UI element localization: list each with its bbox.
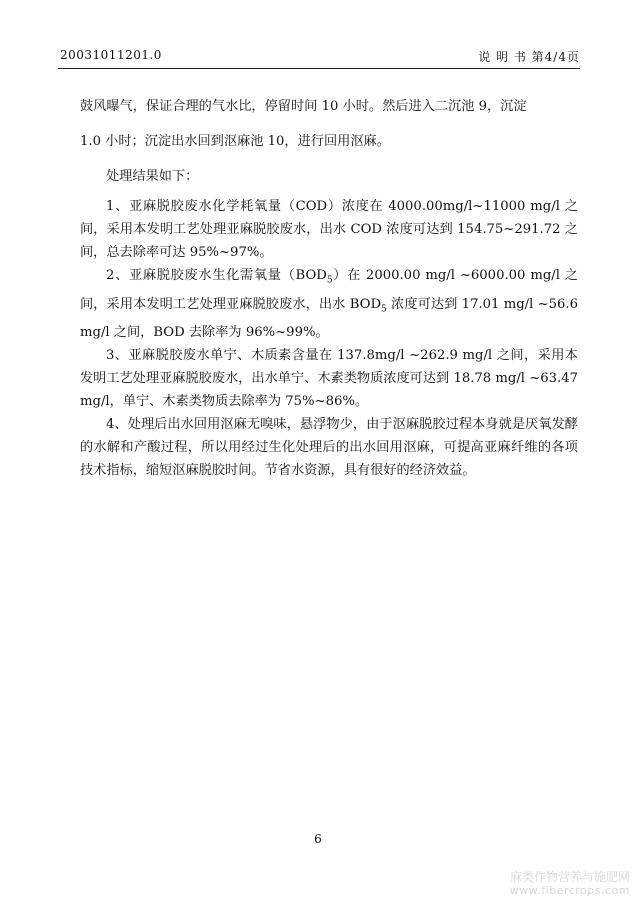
page-label: 第4/4页 [531,50,580,64]
header-right [478,48,580,65]
result-item-1: 1、亚麻脱胶废水化学耗氧量（COD）浓度在 4000.00mg/l~11000 mg/l 之间，采用本发明工艺处理亚麻脱胶废水，出水 COD 浓度可达到 154.75~291.72 之间，总去除率可达 95%~97%。 [80,199,578,260]
watermark [510,870,630,898]
document-number: 20031011201.0 [60,48,162,62]
watermark-title: 麻类作物营养与施肥网 [509,870,630,884]
result-item-2: 2、亚麻脱胶废水生化需氧量$(BOD_5)$在 2000.00 mg/l ~6000.00 mg/l 之间，采用本发明工艺处理亚麻脱胶废水，出水 $BOD_5$ 浓度可达到 17.01 mg/l ~56.6 mg/l 之间，BOD 去除率为 96%~99%。 [80,268,578,341]
header-divider [58,68,580,69]
body-line-2: 1.0 小时；沉淀出水回到沤麻池 10，进行回用沤麻。 [80,134,390,149]
body-line-1: 鼓风曝气，保证合理的气水比，停留时间 10 小时。然后进入二沉池 9，沉淀 [80,99,527,114]
result-item-3: 3、亚麻脱胶废水单宁、木质素含量在 137.8mg/l ~262.9 mg/l 之间，采用本发明工艺处理亚麻脱胶废水，出水单宁、木素类物质浓度可达到 18.78 mg/l ~63.47 mg/l，单宁、木素类物质去除率为 75%~86%。 [80,348,578,410]
result-item-4: 4、处理后出水回用沤麻无嗅味，悬浮物少，由于沤麻脱胶过程本身就是厌氧发酵的水解和产酸过程，所以用经过生化处理后的出水回用沤麻，可提高亚麻纤维的各项技术指标，缩短沤麻脱胶时间。节省水资源，具有很好的经济效益。 [80,417,578,479]
document-body [80,94,578,482]
watermark-url: www.fibercrops.com [509,884,630,897]
section-title: 说 明 书 [478,50,527,64]
results-title: 处理结果如下： [106,169,199,184]
page-number: 6 [314,832,322,846]
